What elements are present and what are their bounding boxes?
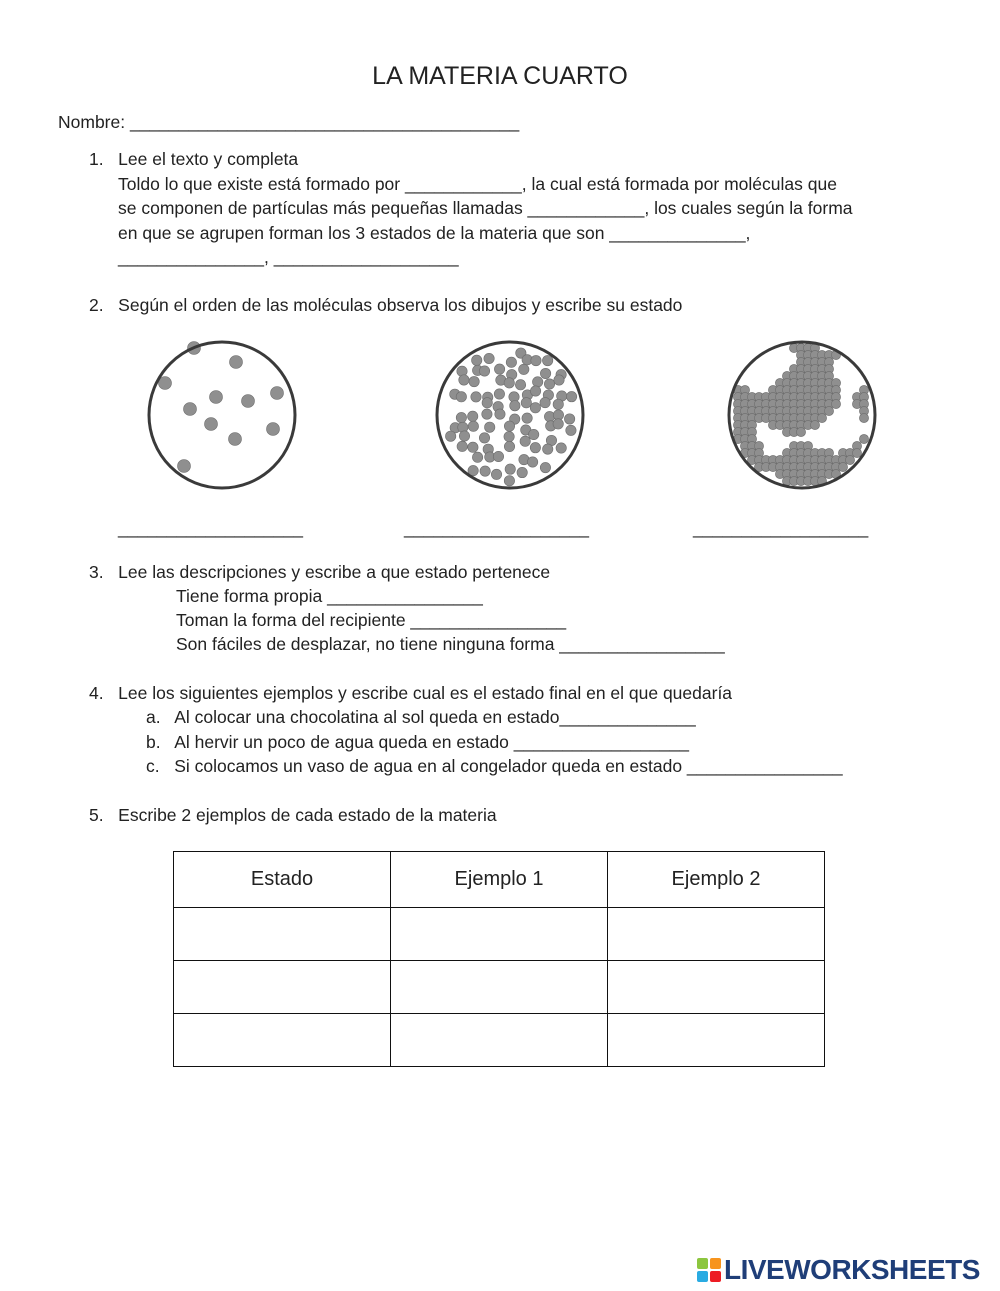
table-cell[interactable] (174, 1014, 391, 1067)
table-cell[interactable] (174, 908, 391, 961)
q3-heading: 3. Lee las descripciones y escribe a que estado pertenece (89, 562, 551, 582)
q1-line-4[interactable]: _______________, ___________________ (118, 247, 459, 267)
q2-heading: 2. Según el orden de las moléculas observa los dibujos y escribe su estado (89, 295, 683, 315)
table-cell[interactable] (391, 961, 608, 1014)
table-row (174, 1014, 825, 1067)
q2-blank-2[interactable]: ___________________ (404, 518, 589, 538)
liveworksheets-logo-icon (697, 1258, 721, 1282)
table-header-row (174, 852, 825, 908)
table-cell[interactable] (608, 961, 825, 1014)
states-table (173, 851, 825, 1067)
table-cell[interactable] (174, 961, 391, 1014)
q1-heading: 1. Lee el texto y completa (89, 149, 299, 169)
q2-blank-3[interactable]: __________________ (693, 518, 869, 538)
solid-particles-icon (707, 330, 897, 500)
table-cell[interactable] (608, 908, 825, 961)
q1-line-1[interactable]: Toldo lo que existe está formado por ____________, la cual está formada por moléculas que (118, 174, 837, 194)
table-row (174, 908, 825, 961)
q2-blank-1[interactable]: ___________________ (118, 518, 303, 538)
q1-line-3[interactable]: en que se agrupen forman los 3 estados de la materia que son ______________, (118, 223, 751, 243)
q4-item-c[interactable]: c. Si colocamos un vaso de agua en al congelador queda en estado ________________ (146, 756, 843, 776)
liquid-particles-icon (415, 330, 605, 500)
table-cell[interactable] (391, 1014, 608, 1067)
gas-particles-icon (127, 330, 317, 500)
table-cell[interactable] (391, 908, 608, 961)
q4-item-a[interactable]: a. Al colocar una chocolatina al sol queda en estado______________ (146, 707, 696, 727)
q3-item-2[interactable]: Toman la forma del recipiente ________________ (176, 610, 567, 630)
nombre-line[interactable]: Nombre: ________________________________________ (58, 112, 520, 132)
table-header-ejemplo-1: Ejemplo 1 (391, 852, 608, 908)
table-header-ejemplo-2: Ejemplo 2 (608, 852, 825, 908)
q3-item-3[interactable]: Son fáciles de desplazar, no tiene ninguna forma _________________ (176, 634, 725, 654)
logo-text: LIVEWORKSHEETS (724, 1254, 980, 1285)
q4-item-b[interactable]: b. Al hervir un poco de agua queda en estado __________________ (146, 732, 689, 752)
q3-item-1[interactable]: Tiene forma propia ________________ (176, 586, 483, 606)
q4-heading: 4. Lee los siguientes ejemplos y escribe cual es el estado final en el que quedaría (89, 683, 733, 703)
q5-heading: 5. Escribe 2 ejemplos de cada estado de la materia (89, 805, 497, 825)
q1-line-2[interactable]: se componen de partículas más pequeñas llamadas ____________, los cuales según la forma (118, 198, 853, 218)
page-title: LA MATERIA CUARTO (372, 62, 628, 90)
table-row (174, 961, 825, 1014)
table-cell[interactable] (608, 1014, 825, 1067)
liveworksheets-logo (697, 1252, 980, 1288)
table-header-estado: Estado (174, 852, 391, 908)
